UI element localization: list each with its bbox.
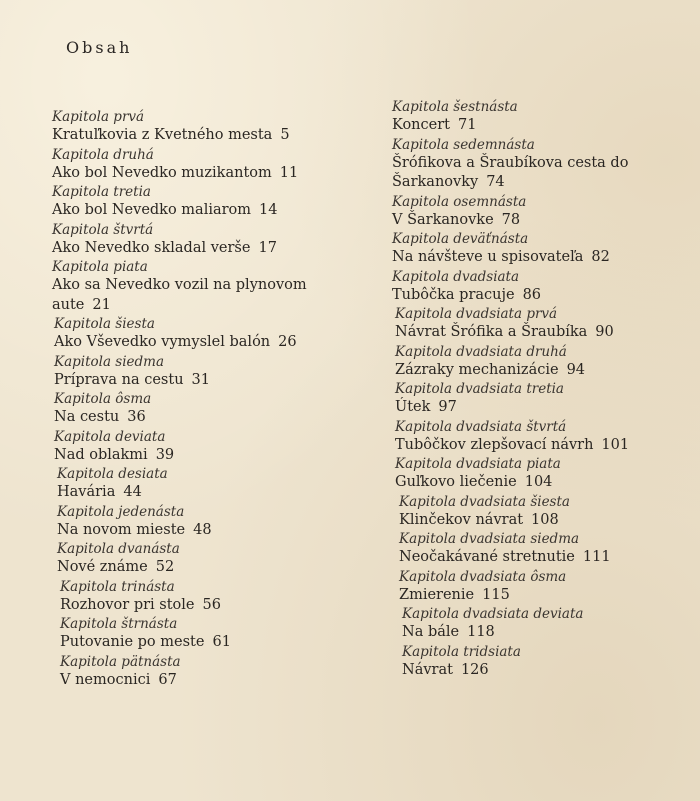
- toc-entry: [52, 390, 352, 428]
- chapter-title: Šrófikova a Šraubíkova cesta do Šarkanovky: [392, 154, 629, 190]
- chapter-title-line: [392, 154, 692, 193]
- chapter-label: Kapitola piata: [52, 259, 148, 275]
- toc-entry: [52, 108, 352, 146]
- page-number: 48: [193, 521, 212, 538]
- page-number: 14: [259, 202, 278, 218]
- page-number: 90: [595, 324, 614, 340]
- chapter-title: Zázraky mechanizácie: [395, 361, 559, 378]
- toc-entry: [52, 146, 352, 184]
- chapter-title: Ako bol Nevedko maliarom: [52, 202, 252, 218]
- chapter-title-line: [57, 558, 352, 578]
- page-number: 36: [127, 409, 146, 425]
- toc-entry: [52, 465, 352, 503]
- page-number: 67: [158, 671, 177, 688]
- chapter-label: Kapitola dvadsiata ôsma: [399, 568, 567, 585]
- chapter-title: Na bále: [402, 624, 460, 640]
- toc-entry: [52, 183, 352, 221]
- chapter-label: Kapitola dvadsiata šiesta: [399, 493, 570, 510]
- chapter-title: Koncert: [392, 117, 450, 133]
- page-number: 31: [191, 371, 210, 388]
- page-number: 94: [566, 361, 586, 378]
- chapter-label: Kapitola siedma: [54, 353, 165, 370]
- toc-entry: [52, 653, 352, 691]
- chapter-label: Kapitola prvá: [52, 109, 145, 125]
- toc-entry: [52, 578, 352, 616]
- chapter-title-line: [395, 436, 692, 456]
- chapter-label: Kapitola šiesta: [54, 316, 155, 332]
- toc-entry: [392, 493, 692, 531]
- chapter-label: Kapitola sedemnásta: [392, 136, 535, 153]
- page-number: 17: [258, 239, 277, 256]
- page-number: 78: [501, 211, 521, 228]
- chapter-title-line: [52, 126, 352, 146]
- chapter-title-line: [52, 201, 352, 221]
- chapter-title-line: [399, 586, 692, 606]
- chapter-title: Príprava na cestu: [54, 371, 184, 388]
- chapter-title-line: [402, 623, 692, 643]
- page-number: 104: [524, 474, 553, 490]
- toc-entry: [52, 353, 352, 391]
- chapter-label: Kapitola dvadsiata prvá: [395, 306, 558, 322]
- chapter-title: Na návšteve u spisovateľa: [392, 249, 584, 265]
- page-number: 74: [486, 174, 505, 190]
- chapter-label: Kapitola dvanásta: [57, 541, 180, 557]
- chapter-title: Návrat: [402, 661, 453, 678]
- chapter-label: Kapitola jedenásta: [57, 503, 185, 520]
- page-number: 11: [279, 164, 299, 181]
- chapter-title-line: [60, 596, 352, 616]
- chapter-title: Návrat Šrófika a Šraubíka: [395, 324, 588, 340]
- page-number: 61: [212, 634, 231, 650]
- page-number: 86: [522, 286, 542, 303]
- chapter-label: Kapitola osemnásta: [392, 193, 527, 210]
- chapter-title-line: [57, 521, 352, 541]
- chapter-title: Nad oblakmi: [54, 446, 148, 463]
- chapter-title: V nemocnici: [60, 671, 151, 688]
- chapter-title: Putovanie po meste: [60, 634, 205, 650]
- chapter-title: Zmierenie: [399, 586, 475, 603]
- toc-entry: [52, 615, 352, 653]
- chapter-title: Ako Nevedko skladal verše: [52, 239, 251, 256]
- chapter-label: Kapitola tridsiata: [402, 643, 521, 660]
- chapter-label: Kapitola ôsma: [54, 391, 152, 407]
- chapter-label: Kapitola tretia: [52, 184, 151, 200]
- chapter-title-line: [392, 248, 692, 268]
- chapter-title: Na novom mieste: [57, 521, 186, 538]
- toc-entry: [392, 136, 692, 193]
- chapter-title-line: [395, 398, 692, 418]
- chapter-title-line: [395, 323, 692, 343]
- chapter-title: Rozhovor pri stole: [60, 596, 195, 613]
- toc-entry: [392, 98, 692, 136]
- chapter-label: Kapitola pätnásta: [60, 653, 181, 670]
- chapter-title: Guľkovo liečenie: [395, 474, 517, 490]
- page-number: 21: [92, 296, 111, 313]
- chapter-label: Kapitola štvrtá: [52, 221, 154, 238]
- chapter-title-line: [392, 211, 692, 231]
- page-number: 56: [202, 596, 221, 613]
- chapter-title-line: [399, 511, 692, 531]
- chapter-title: Ako bol Nevedko muzikantom: [52, 164, 272, 181]
- chapter-title: Nové známe: [57, 559, 148, 575]
- chapter-title-line: [392, 286, 692, 306]
- toc-entry: [52, 540, 352, 578]
- toc-entry: [392, 643, 692, 681]
- chapter-title-line: [395, 473, 692, 493]
- chapter-label: Kapitola dvadsiata deviata: [402, 606, 584, 622]
- toc-entry: [392, 230, 692, 268]
- page-number: 44: [123, 484, 142, 500]
- toc-entry: [52, 221, 352, 259]
- chapter-label: Kapitola dvadsiata: [392, 268, 520, 285]
- page-number: 118: [467, 624, 495, 640]
- chapter-title: Tubôčka pracuje: [392, 286, 515, 303]
- chapter-label: Kapitola dvadsiata druhá: [395, 343, 567, 360]
- page-number: 97: [438, 399, 457, 415]
- page-title: Obsah: [66, 38, 133, 57]
- chapter-title: Klinčekov návrat: [399, 511, 524, 528]
- chapter-label: Kapitola dvadsiata piata: [395, 456, 561, 472]
- page-number: 52: [155, 559, 175, 575]
- toc-entry: [392, 305, 692, 343]
- page-number: 101: [601, 436, 630, 453]
- chapter-title: Tubôčkov zlepšovací návrh: [395, 436, 594, 453]
- chapter-title: V Šarkanovke: [392, 211, 494, 228]
- chapter-title-line: [54, 371, 352, 391]
- chapter-title-line: [57, 483, 352, 503]
- page-number: 39: [155, 446, 175, 463]
- toc-entry: [52, 315, 352, 353]
- chapter-title-line: [52, 276, 352, 315]
- chapter-label: Kapitola dvadsiata tretia: [395, 381, 564, 397]
- page-number: 82: [591, 249, 610, 265]
- chapter-title: Havária: [57, 484, 116, 500]
- chapter-title: Ako sa Nevedko vozil na plynovom aute: [52, 277, 307, 313]
- page-number: 111: [582, 549, 611, 565]
- chapter-title: Kratuľkovia z Kvetného mesta: [52, 127, 273, 143]
- chapter-title: Neočakávané stretnutie: [399, 549, 575, 565]
- chapter-title-line: [60, 633, 352, 653]
- toc-entry: [392, 343, 692, 381]
- page-number: 126: [460, 661, 489, 678]
- toc-entry: [52, 428, 352, 466]
- chapter-label: Kapitola desiata: [57, 466, 168, 482]
- page-number: 26: [278, 334, 297, 350]
- toc-entry: [52, 258, 352, 315]
- chapter-title-line: [402, 661, 692, 681]
- toc-entry: [392, 380, 692, 418]
- toc-entry: [392, 568, 692, 606]
- chapter-title-line: [54, 446, 352, 466]
- toc-entry: [392, 455, 692, 493]
- chapter-title-line: [54, 333, 352, 353]
- chapter-label: Kapitola štrnásta: [60, 616, 178, 632]
- toc-column-right: [392, 98, 692, 680]
- chapter-title: Na cestu: [54, 409, 120, 425]
- chapter-title-line: [399, 548, 692, 568]
- page-number: 108: [531, 511, 559, 528]
- toc-entry: [392, 268, 692, 306]
- toc-entry: [392, 530, 692, 568]
- toc-entry: [52, 503, 352, 541]
- chapter-label: Kapitola deväťnásta: [392, 231, 529, 247]
- chapter-label: Kapitola deviata: [54, 428, 166, 445]
- toc-entry: [392, 418, 692, 456]
- chapter-label: Kapitola druhá: [52, 146, 154, 163]
- toc-column-left: [52, 108, 352, 690]
- toc-entry: [392, 193, 692, 231]
- page-number: 5: [280, 127, 290, 143]
- chapter-title-line: [392, 116, 692, 136]
- chapter-title-line: [60, 671, 352, 691]
- chapter-title-line: [52, 164, 352, 184]
- chapter-label: Kapitola dvadsiata štvrtá: [395, 418, 567, 435]
- chapter-title-line: [52, 239, 352, 259]
- chapter-title: Ako Vševedko vymyslel balón: [54, 334, 271, 350]
- chapter-title-line: [395, 361, 692, 381]
- chapter-label: Kapitola dvadsiata siedma: [399, 531, 580, 547]
- chapter-label: Kapitola trinásta: [60, 578, 175, 595]
- chapter-title-line: [54, 408, 352, 428]
- toc-entry: [392, 605, 692, 643]
- page-number: 115: [482, 586, 510, 603]
- page-number: 71: [457, 117, 477, 133]
- chapter-label: Kapitola šestnásta: [392, 99, 518, 115]
- chapter-title: Útek: [395, 399, 431, 415]
